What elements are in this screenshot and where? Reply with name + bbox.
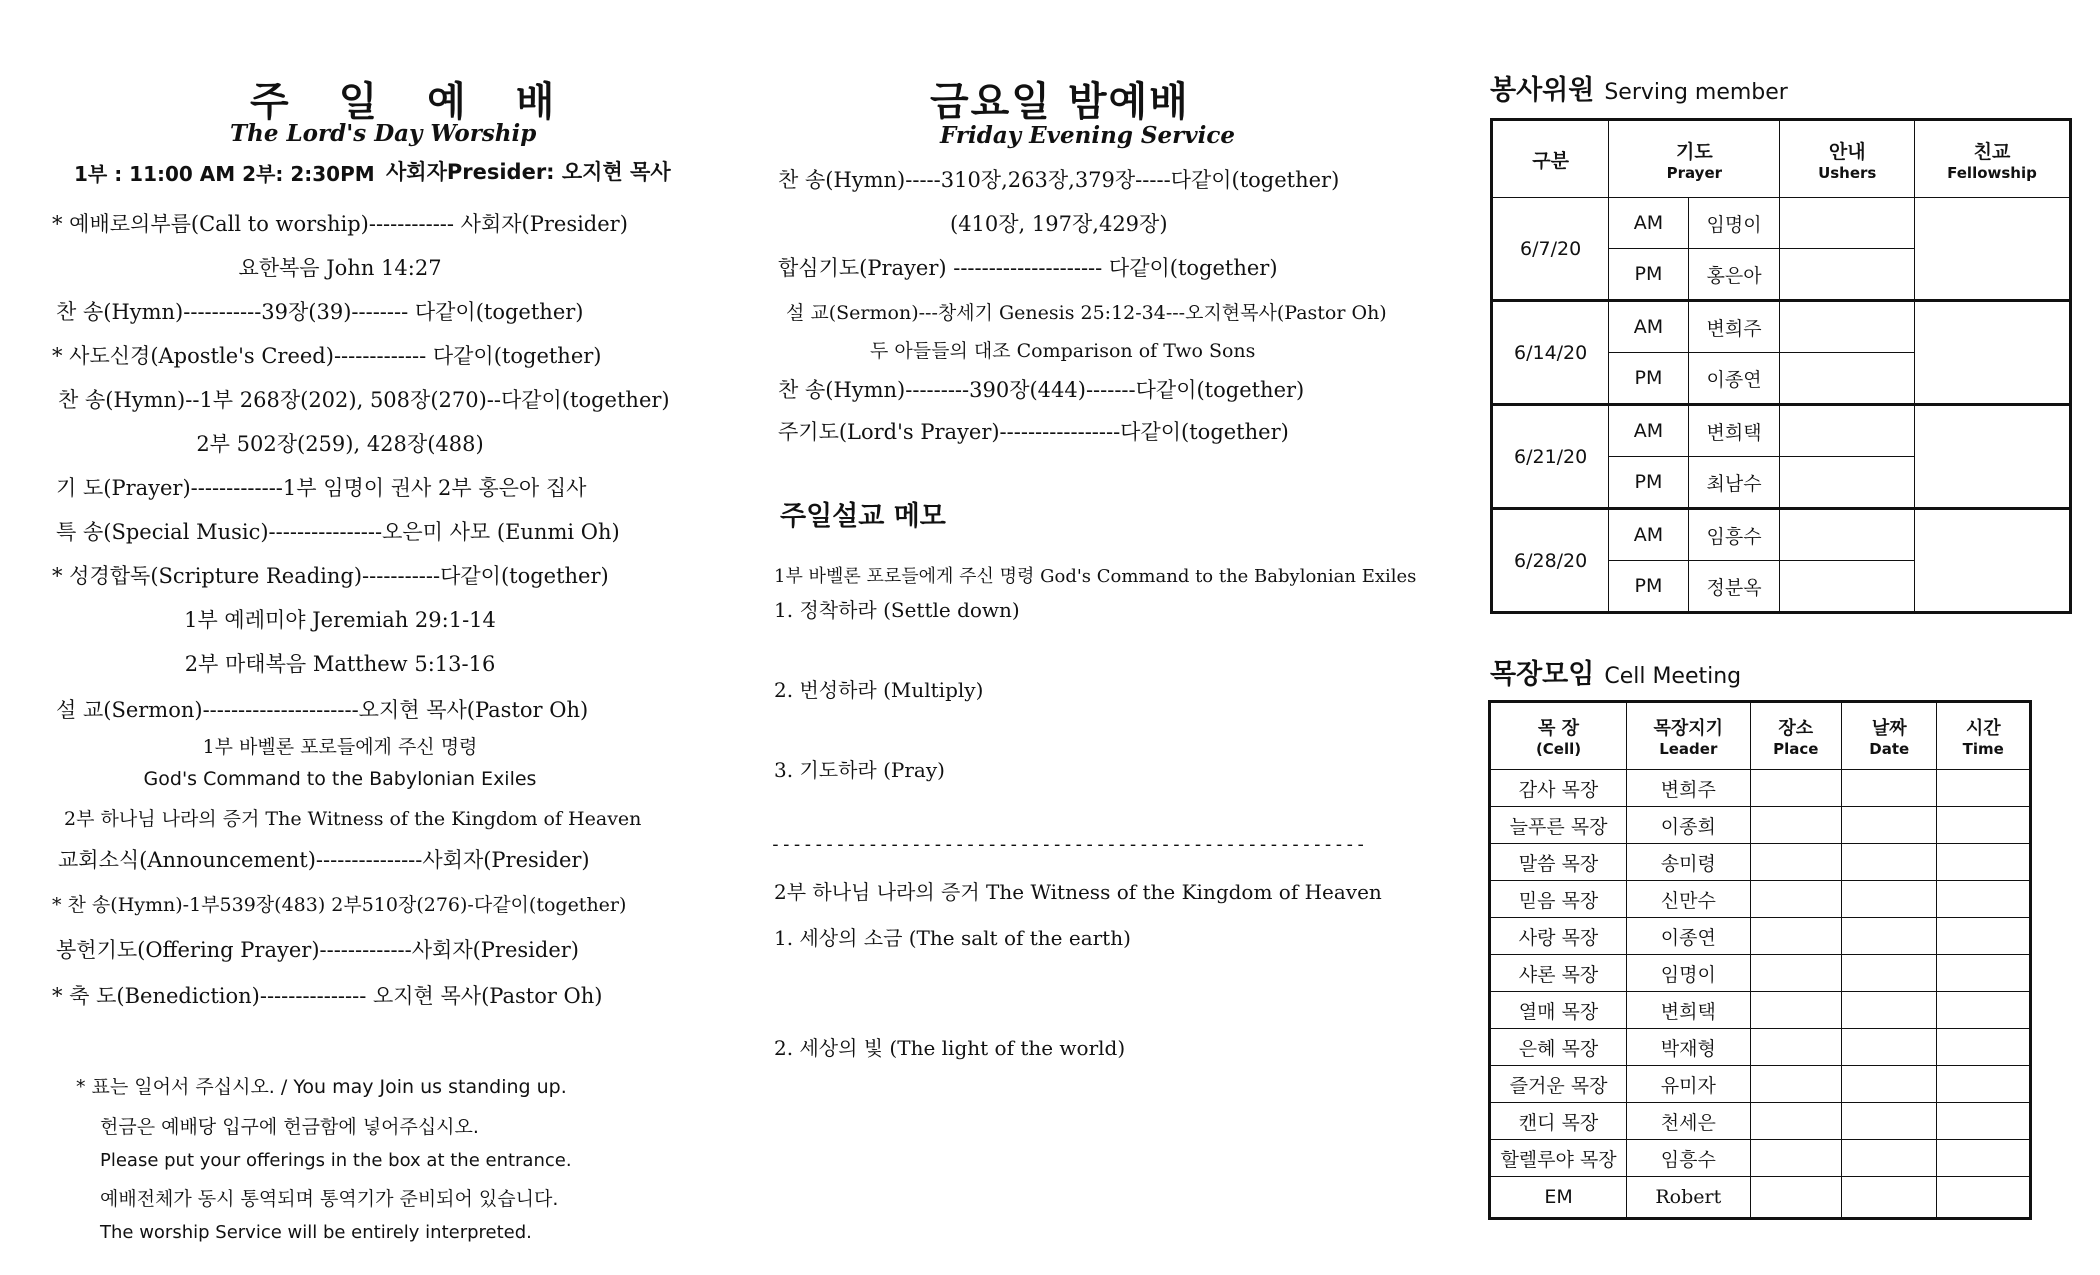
order-offering-prayer: 봉헌기도(Offering Prayer)-------------사회자(Presider) (56, 938, 579, 962)
cell-header-place: 장소 Place (1750, 702, 1842, 770)
order-announcement: 교회소식(Announcement)---------------사회자(Presider) (58, 848, 590, 872)
serving-fellowship-cell (1915, 198, 2071, 301)
cell-time (1937, 770, 2031, 807)
cell-time (1937, 1029, 2031, 1066)
pm-label: PM (1609, 353, 1689, 405)
serving-header-fellowship: 친교 Fellowship (1915, 120, 2071, 198)
table-row (1492, 509, 2071, 561)
order-hymn-2: 찬 송(Hymn)--1부 268장(202), 508장(270)--다같이(together) (58, 388, 670, 412)
table-row (1490, 955, 2031, 992)
serving-ushers-cell (1780, 301, 1915, 353)
table-row (1490, 770, 2031, 807)
serving-pm-name: 최남수 (1688, 457, 1780, 509)
serving-date: 6/21/20 (1492, 405, 1609, 509)
cell-date (1842, 770, 1937, 807)
cell-date (1842, 918, 1937, 955)
cell-date (1842, 955, 1937, 992)
cell-time (1937, 844, 2031, 881)
cell-leader: 변희택 (1627, 992, 1750, 1029)
cell-date (1842, 1103, 1937, 1140)
pm-label: PM (1609, 561, 1689, 613)
cell-name: 샤론 목장 (1490, 955, 1627, 992)
cell-leader: 유미자 (1627, 1066, 1750, 1103)
cell-time (1937, 955, 2031, 992)
cell-header-time: 시간 Time (1937, 702, 2031, 770)
cell-name: 믿음 목장 (1490, 881, 1627, 918)
cell-title-en: Cell Meeting (1604, 664, 1742, 689)
order-call-to-worship: * 예배로의부름(Call to worship)------------ 사회자(Presider) (52, 212, 628, 236)
cell-name: 늘푸른 목장 (1490, 807, 1627, 844)
sunday-title-en: The Lord's Day Worship (230, 120, 537, 147)
cell-date (1842, 1029, 1937, 1066)
memo-p2-item-2: 2. 세상의 빛 (The light of the world) (774, 1036, 1126, 1060)
serving-header-row (1492, 120, 2071, 198)
table-row (1490, 1066, 2031, 1103)
cell-header-leader: 목장지기 Leader (1627, 702, 1750, 770)
order-hymn-1: 찬 송(Hymn)-----------39장(39)-------- 다같이(together) (56, 300, 584, 324)
serving-title-kr: 봉사위원 (1490, 75, 1595, 106)
table-row (1490, 881, 2031, 918)
note-interpret-kr: 예배전체가 동시 통역되며 통역기가 준비되어 있습니다. (100, 1188, 559, 1210)
table-row (1490, 844, 2031, 881)
table-row (1492, 198, 2071, 249)
order-reading-2: 2부 마태복음 Matthew 5:13-16 (184, 652, 496, 676)
cell-date (1842, 844, 1937, 881)
serving-ushers-cell (1780, 509, 1915, 561)
note-standing: * 표는 일어서 주십시오. / You may Join us standing up. (76, 1076, 567, 1098)
order-hymn-2b: 2부 502장(259), 428장(488) (196, 432, 484, 456)
memo-p2-item-1: 1. 세상의 소금 (The salt of the earth) (774, 926, 1131, 950)
cell-time (1937, 881, 2031, 918)
friday-title-kr: 금요일 밤예배 (930, 79, 1190, 125)
cell-heading (1490, 652, 1741, 691)
serving-pm-name: 홍은아 (1688, 249, 1780, 301)
cell-leader: 이종연 (1627, 918, 1750, 955)
cell-date (1842, 992, 1937, 1029)
cell-leader: 송미령 (1627, 844, 1750, 881)
order-creed: * 사도신경(Apostle's Creed)------------- 다같이(together) (52, 344, 602, 368)
cell-date (1842, 881, 1937, 918)
cell-name: 열매 목장 (1490, 992, 1627, 1029)
cell-time (1937, 1066, 2031, 1103)
friday-sermon: 설 교(Sermon)---창세기 Genesis 25:12-34---오지현목사(Pastor Oh) (786, 302, 1387, 324)
cell-time (1937, 1103, 2031, 1140)
cell-date (1842, 807, 1937, 844)
serving-header-prayer: 기도 Prayer (1609, 120, 1780, 198)
memo-divider: ------------------------------------------------------- (770, 834, 1367, 855)
friday-hymn-1: 찬 송(Hymn)-----310장,263장,379장-----다같이(together) (778, 168, 1340, 192)
table-row (1490, 918, 2031, 955)
cell-place (1750, 844, 1842, 881)
cell-name: 즐거운 목장 (1490, 1066, 1627, 1103)
presider: 사회자Presider: 오지현 목사 (386, 160, 671, 184)
memo-part-2: 2부 하나님 나라의 증거 The Witness of the Kingdom of Heaven (774, 880, 1382, 904)
serving-ushers-cell (1780, 561, 1915, 613)
note-offering-en: Please put your offerings in the box at the entrance. (100, 1150, 572, 1171)
cell-header-date: 날짜 Date (1842, 702, 1937, 770)
table-row (1490, 1177, 2031, 1219)
order-reading-1: 1부 예레미야 Jeremiah 29:1-14 (184, 608, 496, 632)
sermon-title-2: 2부 하나님 나라의 증거 The Witness of the Kingdom of Heaven (64, 808, 642, 830)
note-offering-kr: 헌금은 예배당 입구에 헌금함에 넣어주십시오. (100, 1116, 479, 1138)
cell-leader: 변희주 (1627, 770, 1750, 807)
cell-place (1750, 1103, 1842, 1140)
cell-leader: 천세은 (1627, 1103, 1750, 1140)
memo-p1-item-1: 1. 정착하라 (Settle down) (774, 598, 1020, 622)
cell-name: 은혜 목장 (1490, 1029, 1627, 1066)
cell-leader: 이종희 (1627, 807, 1750, 844)
table-row (1490, 1029, 2031, 1066)
cell-time (1937, 1177, 2031, 1219)
memo-title: 주일설교 메모 (780, 501, 946, 532)
cell-place (1750, 1177, 1842, 1219)
friday-prayer: 합심기도(Prayer) --------------------- 다같이(together) (778, 256, 1278, 280)
cell-leader: 박재형 (1627, 1029, 1750, 1066)
cell-header-row (1490, 702, 2031, 770)
cell-leader: 임흥수 (1627, 1140, 1750, 1177)
table-row (1490, 1103, 2031, 1140)
pm-label: PM (1609, 249, 1689, 301)
cell-header-cell: 목 장 (Cell) (1490, 702, 1627, 770)
friday-sermon-title: 두 아들들의 대조 Comparison of Two Sons (870, 340, 1256, 362)
serving-am-name: 변희주 (1688, 301, 1780, 353)
serving-ushers-cell (1780, 353, 1915, 405)
serving-fellowship-cell (1915, 405, 2071, 509)
table-row (1492, 301, 2071, 353)
serving-ushers-cell (1780, 405, 1915, 457)
order-scripture-ref: 요한복음 John 14:27 (238, 256, 442, 280)
cell-name: 할렐루야 목장 (1490, 1140, 1627, 1177)
serving-ushers-cell (1780, 457, 1915, 509)
serving-title-en: Serving member (1604, 80, 1788, 105)
serving-table (1490, 118, 2072, 614)
am-label: AM (1609, 509, 1689, 561)
service-times: 1부 : 11:00 AM 2부: 2:30PM (74, 162, 375, 186)
cell-place (1750, 770, 1842, 807)
cell-place (1750, 1029, 1842, 1066)
memo-p1-item-2: 2. 번성하라 (Multiply) (774, 678, 984, 702)
sunday-title-kr: 주 일 예 배 (250, 79, 573, 125)
cell-leader: 신만수 (1627, 881, 1750, 918)
note-interpret-en: The worship Service will be entirely interpreted. (100, 1222, 532, 1243)
am-label: AM (1609, 301, 1689, 353)
cell-time (1937, 992, 2031, 1029)
pm-label: PM (1609, 457, 1689, 509)
cell-time (1937, 807, 2031, 844)
cell-place (1750, 1066, 1842, 1103)
cell-time (1937, 1140, 2031, 1177)
cell-date (1842, 1177, 1937, 1219)
order-prayer: 기 도(Prayer)-------------1부 임명이 권사 2부 홍은아 집사 (56, 476, 587, 500)
cell-name: 감사 목장 (1490, 770, 1627, 807)
serving-date: 6/7/20 (1492, 198, 1609, 301)
table-row (1490, 1140, 2031, 1177)
cell-name: EM (1490, 1177, 1627, 1219)
friday-lords-prayer: 주기도(Lord's Prayer)-----------------다같이(together) (778, 420, 1289, 444)
cell-place (1750, 992, 1842, 1029)
sermon-title-1-en: God's Command to the Babylonian Exiles (143, 768, 537, 790)
cell-place (1750, 918, 1842, 955)
order-sermon: 설 교(Sermon)----------------------오지현 목사(Pastor Oh) (56, 698, 589, 722)
am-label: AM (1609, 405, 1689, 457)
order-hymn-3: * 찬 송(Hymn)-1부539장(483) 2부510장(276)-다같이(together) (52, 894, 627, 916)
serving-ushers-cell (1780, 198, 1915, 249)
cell-date (1842, 1140, 1937, 1177)
serving-date: 6/28/20 (1492, 509, 1609, 613)
am-label: AM (1609, 198, 1689, 249)
order-scripture-reading: * 성경합독(Scripture Reading)-----------다같이(together) (52, 564, 609, 588)
serving-fellowship-cell (1915, 301, 2071, 405)
cell-place (1750, 955, 1842, 992)
memo-part-1: 1부 바벨론 포로들에게 주신 명령 God's Command to the Babylonian Exiles (774, 566, 1417, 587)
serving-date: 6/14/20 (1492, 301, 1609, 405)
serving-pm-name: 정분옥 (1688, 561, 1780, 613)
cell-leader: 임명이 (1627, 955, 1750, 992)
cell-place (1750, 881, 1842, 918)
cell-name: 말씀 목장 (1490, 844, 1627, 881)
cell-place (1750, 807, 1842, 844)
cell-time (1937, 918, 2031, 955)
cell-leader: Robert (1627, 1177, 1750, 1219)
order-benediction: * 축 도(Benediction)--------------- 오지현 목사(Pastor Oh) (52, 984, 603, 1008)
serving-header-division: 구분 (1492, 120, 1609, 198)
sermon-title-1-kr: 1부 바벨론 포로들에게 주신 명령 (202, 736, 478, 758)
order-special-music: 특 송(Special Music)----------------오은미 사모 (Eunmi Oh) (56, 520, 620, 544)
cell-place (1750, 1140, 1842, 1177)
serving-fellowship-cell (1915, 509, 2071, 613)
table-row (1490, 807, 2031, 844)
friday-hymn-1b: (410장, 197장,429장) (950, 212, 1168, 236)
cell-name: 사랑 목장 (1490, 918, 1627, 955)
cell-date (1842, 1066, 1937, 1103)
cell-name: 캔디 목장 (1490, 1103, 1627, 1140)
friday-hymn-2: 찬 송(Hymn)---------390장(444)-------다같이(together) (778, 378, 1305, 402)
serving-ushers-cell (1780, 249, 1915, 301)
serving-header-ushers: 안내 Ushers (1780, 120, 1915, 198)
serving-am-name: 임명이 (1688, 198, 1780, 249)
memo-p1-item-3: 3. 기도하라 (Pray) (774, 758, 945, 782)
table-row (1492, 405, 2071, 457)
serving-heading (1490, 68, 1788, 107)
table-row (1490, 992, 2031, 1029)
friday-title-en: Friday Evening Service (940, 122, 1236, 149)
serving-pm-name: 이종연 (1688, 353, 1780, 405)
cell-meeting-table (1488, 700, 2032, 1220)
cell-title-kr: 목장모임 (1490, 659, 1595, 690)
serving-am-name: 변희택 (1688, 405, 1780, 457)
serving-am-name: 임흥수 (1688, 509, 1780, 561)
